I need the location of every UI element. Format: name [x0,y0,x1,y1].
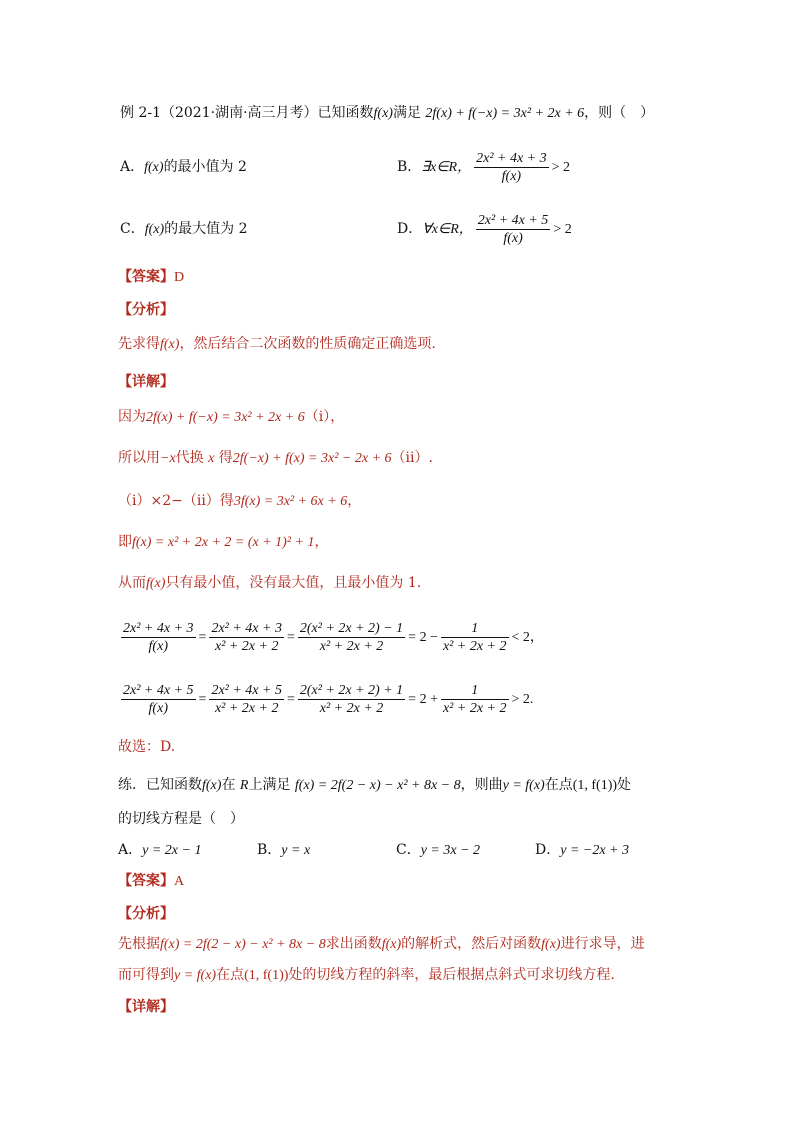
option-a-fx: f(x) [144,160,164,175]
option-d-pre: ∀x∈R， [422,222,473,237]
example-suffix: ，则（ ） [584,105,655,121]
deriv-1-frac-2 [209,620,284,655]
deriv-2-frac-1 [121,682,196,717]
option-d-label: D． [397,221,423,237]
detail-1-l2-tag: （ii）. [391,450,433,466]
practice-option-c [396,840,480,861]
option-b-fraction [474,150,549,185]
option-d-denominator: f(x) [503,230,523,246]
detail-1-l1-pre: 因为 [118,409,146,425]
example-equation: 2f(x) + f(−x) = 3x² + 2x + 6 [425,106,585,121]
practice-option-b-value: y = x [281,843,311,858]
deriv-1-n2: 2x² + 4x + 3 [211,621,282,637]
answer-1-value: D [174,270,185,285]
deriv-2-d3: x² + 2x + 2 [319,701,384,717]
practice-option-b [257,840,310,861]
deriv-1-n4: 1 [441,620,509,638]
practice-fx: f(x) [202,778,222,793]
detail-1-conclusion: 故选：D. [118,739,176,755]
detail-1-line-2 [118,448,433,469]
deriv-1-frac-3 [298,620,405,655]
practice-mid4: 在点 [544,777,573,793]
detail-1-l3-equation: 3f(x) = 3x² + 6x + 6 [233,494,348,509]
analysis-2-l1-equation: f(x) = 2f(2 − x) − x² + 8x − 8 [160,937,326,952]
practice-option-a-value: y = 2x − 1 [142,843,202,858]
analysis-1-text [118,334,436,355]
analysis-2-l2-pre: 而可得到 [118,967,174,983]
deriv-1-d1: f(x) [148,639,168,655]
analysis-2-l1-mid: 求出函数 [325,936,382,952]
analysis-2-l1-mid2: 的解析式，然后对函数 [401,936,542,952]
detail-1-l4-pre: 即 [118,534,132,550]
practice-option-a-label: A． [118,842,143,858]
practice-mid5: 处 [617,777,632,793]
option-a-text: 的最小值为 2 [163,159,247,175]
example-prefix: 例 2-1（2021·湖南·高三月考）已知函数 [120,105,374,121]
analysis-2-l2-mid: 在点 [216,967,245,983]
answer-2 [118,871,184,892]
deriv-2-n1: 2x² + 4x + 5 [123,683,194,699]
practice-question-line-2: 的切线方程是（ ） [118,811,244,827]
practice-option-a [118,840,201,861]
practice-pre: 练．已知函数 [118,777,202,793]
option-c-label: C． [120,221,145,237]
deriv-2-eq2: = [286,692,295,707]
detail-1-l2-equation: 2f(−x) + f(x) = 3x² − 2x + 6 [232,451,392,466]
deriv-1-frac-4 [441,620,509,655]
detail-1-line-4 [118,532,328,553]
practice-mid3: ，则曲 [460,777,503,793]
deriv-2-d2: x² + 2x + 2 [214,701,279,717]
deriv-1-d2: x² + 2x + 2 [214,639,279,655]
detail-1-l3-post: ， [347,493,362,509]
analysis-2-l1-fx2: f(x) [541,937,561,952]
deriv-2-frac-2 [209,682,284,717]
detail-1-l2-var: −x [160,451,176,466]
analysis-2-l2-post: 处的切线方程的斜率，最后根据点斜式可求切线方程. [288,967,615,983]
detail-1-l2-pre: 所以用 [118,450,160,466]
detail-1-l1-tag: （i）， [304,409,345,425]
analysis-1-post: ，然后结合二次函数的性质确定正确选项. [179,336,436,352]
answer-2-label: 【答案】 [118,873,174,889]
option-a [120,157,247,178]
deriv-1-n3: 2(x² + 2x + 2) − 1 [299,621,404,637]
detail-1-l5-pre: 从而 [118,575,146,591]
analysis-2-l1-pre: 先根据 [118,936,160,952]
deriv-2-end: > 2. [511,692,534,707]
deriv-1-eq3: = 2 − [408,630,438,645]
analysis-1-fx: f(x) [160,337,180,352]
detail-1-l3-pre: （i）×2−（ii）得 [118,493,234,509]
deriv-2-eq3: = 2 + [408,692,438,707]
option-d-fraction [476,212,551,247]
practice-mid2: 上满足 [248,777,291,793]
deriv-2-frac-4 [441,682,509,717]
analysis-1-label: 【分析】 [118,302,174,318]
practice-mid1: 在 [221,777,236,793]
detail-1-l2-de: 得 [218,450,233,466]
deriv-1-d4: x² + 2x + 2 [442,639,507,655]
detail-1-l2-mid: 代换 [175,450,204,466]
detail-1-line-3 [118,491,361,512]
practice-option-d [535,840,629,861]
deriv-2-n2: 2x² + 4x + 5 [211,683,282,699]
detail-1-l5-post: 只有最小值，没有最大值，且最小值为 1. [165,575,422,591]
practice-point: (1, f(1)) [572,778,618,793]
deriv-1-frac-1 [121,620,196,655]
practice-equation: f(x) = 2f(2 − x) − x² + 8x − 8 [294,778,461,793]
practice-option-c-label: C． [396,842,421,858]
example-mid: 满足 [392,105,421,121]
analysis-2-l2-curve: y = f(x) [174,968,217,983]
deriv-1-eq2: = [286,630,295,645]
analysis-2-l2-point: (1, f(1)) [244,968,289,983]
option-c [120,219,248,240]
option-c-text: 的最大值为 2 [164,221,248,237]
detail-1-l4-post: ， [314,534,329,550]
deriv-2-n3: 2(x² + 2x + 2) + 1 [299,683,404,699]
detail-1-l2-x: x [208,451,215,466]
practice-option-d-value: y = −2x + 3 [560,843,630,858]
practice-option-d-label: D． [535,842,561,858]
option-d-relation: > 2 [553,222,572,237]
practice-question-line-1 [118,775,631,796]
deriv-2-eq1: = [198,692,207,707]
deriv-1-d3: x² + 2x + 2 [319,639,384,655]
deriv-1-end: < 2， [511,630,544,645]
analysis-2-l1-post: 进行求导，进 [560,936,645,952]
detail-1-l1-equation: 2f(x) + f(−x) = 3x² + 2x + 6 [146,410,305,425]
deriv-2-d1: f(x) [148,701,168,717]
option-d [397,211,572,248]
option-b-pre: ∃x∈R， [421,160,472,175]
deriv-1-n1: 2x² + 4x + 3 [123,621,194,637]
deriv-2-n4: 1 [441,682,509,700]
answer-2-value: A [174,874,185,889]
answer-1-label: 【答案】 [118,269,174,285]
practice-option-b-label: B． [257,842,282,858]
detail-1-l4-equation: f(x) = x² + 2x + 2 = (x + 1)² + 1 [132,535,315,550]
option-c-fx: f(x) [144,222,165,237]
option-b [397,149,570,186]
analysis-1-pre: 先求得 [118,336,160,352]
option-b-numerator: 2x² + 4x + 3 [476,150,547,166]
answer-1 [118,267,184,288]
detail-1-line-1 [118,407,344,428]
practice-curve: y = f(x) [502,778,545,793]
example-question [120,103,654,124]
analysis-2-line-1 [118,934,645,955]
detail-1-label: 【详解】 [118,374,174,390]
practice-option-c-value: y = 3x − 2 [420,843,481,858]
practice-R: R [239,778,249,793]
analysis-2-l1-fx: f(x) [381,937,402,952]
derivation-row-2 [118,680,533,720]
analysis-2-line-2 [118,965,615,986]
detail-1-l5-fx: f(x) [146,576,166,591]
detail-2-label: 【详解】 [118,999,174,1015]
option-b-relation: > 2 [551,160,571,175]
option-b-label: B． [397,159,422,175]
detail-1-line-5 [118,573,421,594]
deriv-1-eq1: = [198,630,207,645]
example-fx: f(x) [373,106,393,121]
derivation-row-1 [118,618,544,658]
deriv-2-frac-3 [298,682,405,717]
option-a-label: A． [120,159,145,175]
deriv-2-d4: x² + 2x + 2 [442,701,507,717]
option-d-numerator: 2x² + 4x + 5 [477,212,549,228]
option-b-denominator: f(x) [501,168,522,184]
analysis-2-label: 【分析】 [118,906,174,922]
